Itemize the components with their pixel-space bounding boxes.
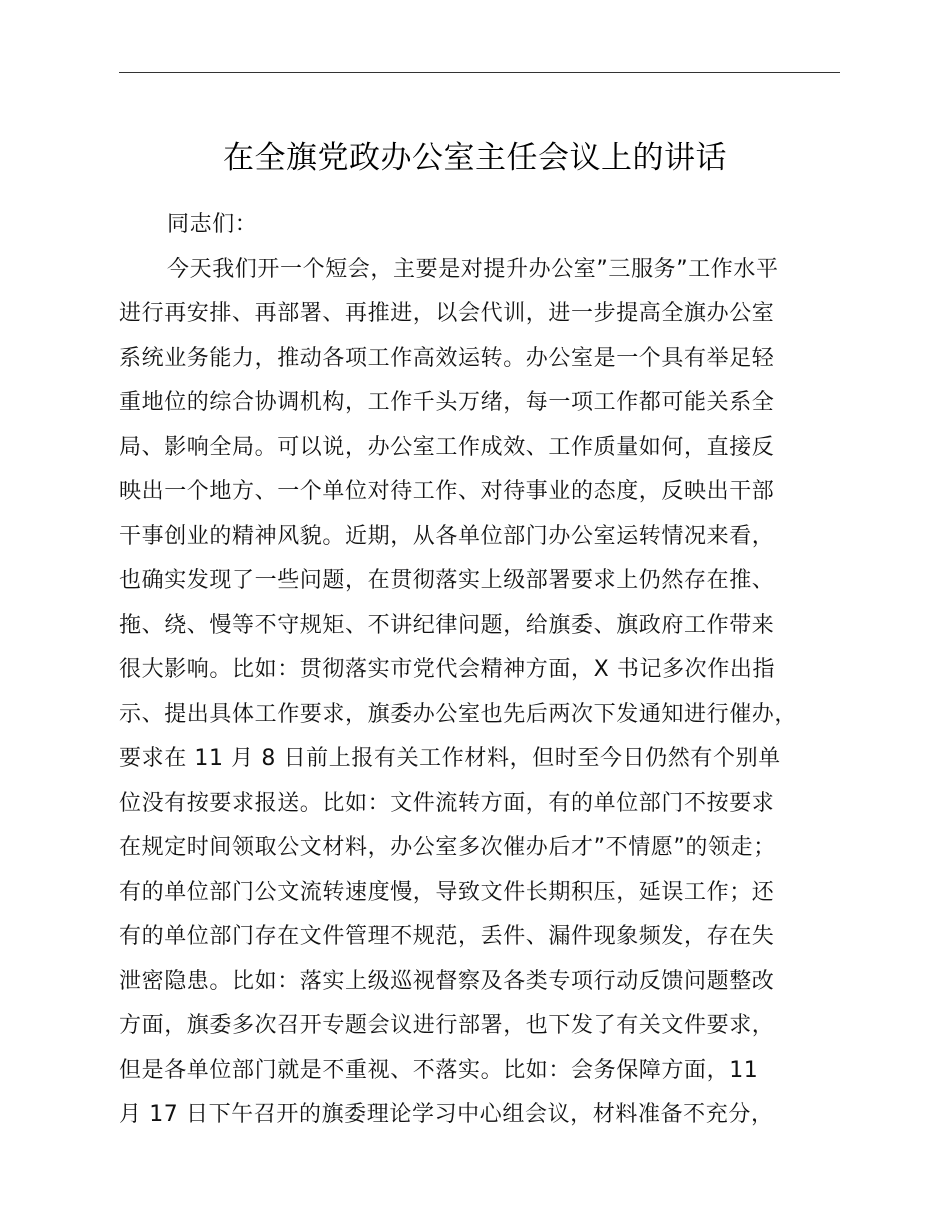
body-line: 有的单位部门存在文件管理不规范，丢件、漏件现象频发，存在失: [119, 924, 775, 949]
body-line: 进行再安排、再部署、再推进，以会代训，进一步提高全旗办公室: [119, 301, 775, 326]
document-body: [119, 203, 879, 1138]
body-line: 要求在 11 月 8 日前上报有关工作材料，但时至今日仍然有个别单: [119, 746, 781, 771]
body-line: 映出一个地方、一个单位对待工作、对待事业的态度，反映出干部: [119, 479, 775, 504]
header-rule: [119, 72, 840, 73]
body-line: 局、影响全局。可以说，办公室工作成效、工作质量如何，直接反: [119, 434, 775, 460]
body-line: 也确实发现了一些问题，在贯彻落实上级部署要求上仍然存在推、: [119, 568, 775, 593]
body-line: 拖、绕、慢等不守规矩、不讲纪律问题，给旗委、旗政府工作带来: [119, 612, 775, 638]
body-line: 系统业务能力，推动各项工作高效运转。办公室是一个具有举足轻: [119, 345, 775, 371]
body-line: 在规定时间领取公文材料，办公室多次催办后才”不情愿”的领走；: [119, 835, 776, 860]
body-line: 很大影响。比如：贯彻落实市党代会精神方面，X 书记多次作出指: [119, 657, 776, 682]
body-line: 今天我们开一个短会，主要是对提升办公室”三服务”工作水平: [167, 256, 779, 282]
body-line: 重地位的综合协调机构，工作千头万绪，每一项工作都可能关系全: [119, 390, 775, 415]
body-line: 示、提出具体工作要求，旗委办公室也先后两次下发通知进行催办，: [119, 701, 798, 727]
body-line: 干事创业的精神风貌。近期，从各单位部门办公室运转情况来看，: [119, 523, 775, 549]
body-line: 有的单位部门公文流转速度慢，导致文件长期积压，延误工作；还: [119, 879, 775, 905]
body-line: 月 17 日下午召开的旗委理论学习中心组会议，材料准备不充分，: [119, 1102, 774, 1127]
body-line: 位没有按要求报送。比如：文件流转方面，有的单位部门不按要求: [119, 790, 775, 816]
salutation: 同志们：: [167, 212, 258, 237]
body-line: 方面，旗委多次召开专题会议进行部署，也下发了有关文件要求，: [119, 1013, 775, 1038]
body-line: 泄密隐患。比如：落实上级巡视督察及各类专项行动反馈问题整改: [119, 968, 775, 994]
document-title: 在全旗党政办公室主任会议上的讲话: [223, 140, 727, 176]
body-line: 但是各单位部门就是不重视、不落实。比如：会务保障方面，11: [119, 1057, 759, 1083]
